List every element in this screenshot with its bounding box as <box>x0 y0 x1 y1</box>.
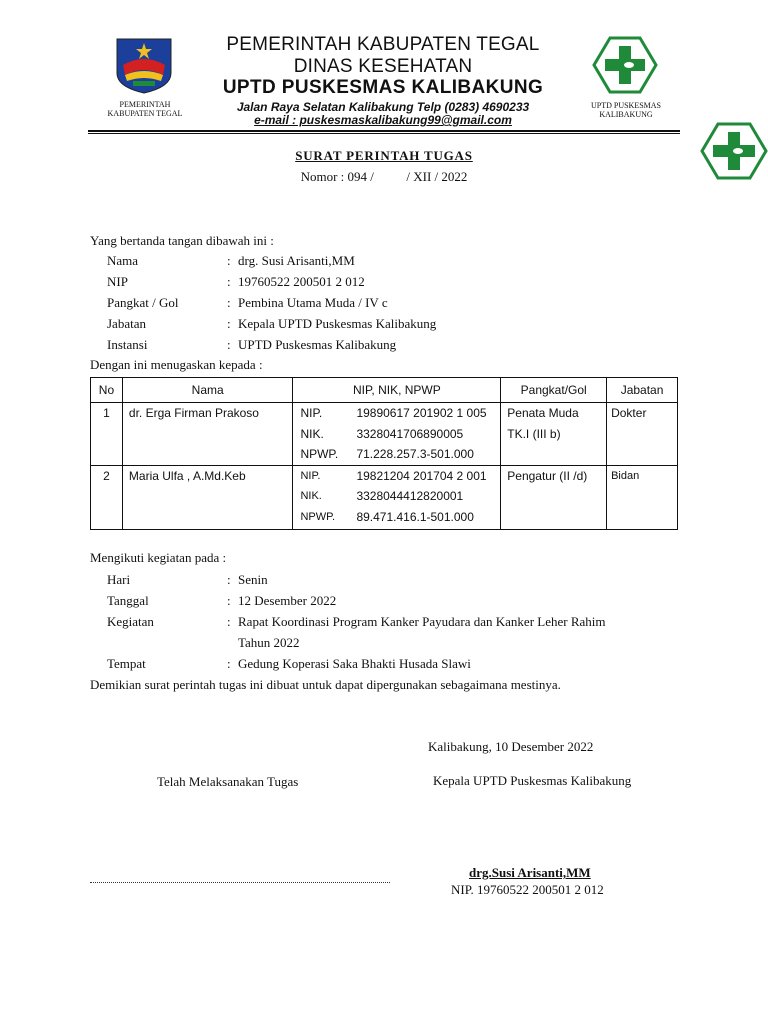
id-label-nip: NIP. <box>300 469 321 482</box>
activity-label-hari: Hari <box>107 572 131 587</box>
table-header-no: No <box>91 378 123 403</box>
row-pangkat <box>501 465 607 529</box>
row-no-text: 2 <box>103 468 110 483</box>
row-no <box>91 465 123 529</box>
right-logo-caption-line1: UPTD PUSKESMAS <box>590 101 662 110</box>
table-header-ids: NIP, NIK, NPWP <box>293 378 501 403</box>
id-label-nik: NIK. <box>300 490 322 502</box>
colon: : <box>227 614 231 629</box>
place-date: Kalibakung, 10 Desember 2022 <box>428 739 594 754</box>
id-value-npwp: 89.471.416.1-501.000 <box>356 509 474 524</box>
signer-label-jabatan: Jabatan <box>107 316 146 331</box>
letter-number-suffix: / XII / 2022 <box>406 169 468 184</box>
id-value-nik: 3328041706890005 <box>356 426 464 441</box>
activity-label-kegiatan: Kegiatan <box>107 614 154 629</box>
id-label-nip: NIP. <box>300 406 323 420</box>
tegal-regency-emblem <box>113 35 175 95</box>
signer-value-pangkat: Pembina Utama Muda / IV c <box>238 295 388 310</box>
colon: : <box>227 295 231 310</box>
id-value-npwp: 71.228.257.3-501.000 <box>356 447 474 461</box>
puskesmas-logo <box>592 36 658 94</box>
header-rule-thin <box>88 133 680 134</box>
left-logo-caption-line1: PEMERINTAH <box>119 100 171 109</box>
row-jabatan-text: Dokter <box>611 406 647 420</box>
puskesmas-logo-secondary <box>698 122 768 180</box>
activity-value-hari: Senin <box>238 572 268 587</box>
row-nama <box>122 465 293 529</box>
table-row <box>91 465 678 529</box>
row-jabatan-text: Bidan <box>611 469 640 482</box>
header-address: Jalan Raya Selatan Kalibakung Telp (0283) 4690233 <box>236 100 530 114</box>
signer-value-jabatan: Kepala UPTD Puskesmas Kalibakung <box>238 316 437 331</box>
signer-value-instansi: UPTD Puskesmas Kalibakung <box>238 337 397 352</box>
row-nama <box>122 403 293 466</box>
row-pangkat-line1: Pengatur (II /d) <box>507 468 588 483</box>
row-no <box>91 403 123 466</box>
signer-value-nip: 19760522 200501 2 012 <box>238 274 365 289</box>
colon: : <box>227 316 231 331</box>
closing-text: Demikian surat perintah tugas ini dibuat untuk dapat dipergunakan sebagaimana mestinya. <box>90 677 561 692</box>
header-line-uptd: UPTD PUSKESMAS KALIBAKUNG <box>222 77 544 98</box>
assignee-table <box>90 377 678 530</box>
header-line-regency: PEMERINTAH KABUPATEN TEGAL <box>226 34 540 55</box>
signer-label-nip: NIP <box>107 274 128 289</box>
table-row <box>91 403 678 466</box>
right-sign-title: Kepala UPTD Puskesmas Kalibakung <box>433 773 632 788</box>
row-jabatan <box>607 403 678 466</box>
left-logo-caption <box>86 100 204 118</box>
right-logo-caption-line2: KALIBAKUNG <box>599 110 653 119</box>
activity-value-kegiatan-line2: Tahun 2022 <box>238 635 300 650</box>
letter-title: SURAT PERINTAH TUGAS <box>295 148 473 163</box>
row-no-text: 1 <box>103 406 110 420</box>
signer-name: drg.Susi Arisanti,MM <box>469 865 591 880</box>
header-line-department: DINAS KESEHATAN <box>293 56 473 77</box>
activity-label-tanggal: Tanggal <box>107 593 149 608</box>
activity-value-kegiatan-line1: Rapat Koordinasi Program Kanker Payudara dan Kanker Leher Rahim <box>238 614 606 629</box>
colon: : <box>227 656 231 671</box>
id-label-npwp: NPWP. <box>300 510 336 523</box>
colon: : <box>227 253 231 268</box>
header-rule-thick <box>88 130 680 132</box>
letter-number-prefix: Nomor : 094 / <box>300 169 374 184</box>
id-label-nik: NIK. <box>300 426 324 441</box>
activity-value-tanggal: 12 Desember 2022 <box>238 593 337 608</box>
table-header-row <box>91 378 678 403</box>
activity-value-tempat: Gedung Koperasi Saka Bhakti Husada Slawi <box>238 656 471 671</box>
id-value-nip: 19890617 201902 1 005 <box>356 406 487 420</box>
signer-label-instansi: Instansi <box>107 337 148 352</box>
row-nama-text: dr. Erga Firman Prakoso <box>128 406 259 420</box>
signer-nip: NIP. 19760522 200501 2 012 <box>451 882 604 897</box>
row-jabatan <box>607 465 678 529</box>
left-logo-caption-line2: KABUPATEN TEGAL <box>107 109 183 118</box>
row-pangkat-line1: Penata Muda <box>507 406 579 420</box>
signer-value-nama: drg. Susi Arisanti,MM <box>238 253 355 268</box>
table-header-pangkat: Pangkat/Gol <box>501 378 607 403</box>
assign-intro: Dengan ini menugaskan kepada : <box>90 357 263 372</box>
signer-label-pangkat: Pangkat / Gol <box>107 295 179 310</box>
colon: : <box>227 274 231 289</box>
intro-text: Yang bertanda tangan dibawah ini : <box>90 233 274 248</box>
id-label-npwp: NPWP. <box>300 447 339 461</box>
row-pangkat <box>501 403 607 466</box>
colon: : <box>227 337 231 352</box>
left-signature-line <box>90 876 390 883</box>
table-header-jabatan: Jabatan <box>607 378 678 403</box>
id-value-nip: 19821204 201704 2 001 <box>356 468 487 483</box>
table-header-nama: Nama <box>122 378 293 403</box>
id-value-nik: 3328044412820001 <box>356 489 464 503</box>
activity-intro: Mengikuti kegiatan pada : <box>90 550 227 565</box>
activity-label-tempat: Tempat <box>107 656 146 671</box>
header-email[interactable]: e-mail : puskesmaskalibakung99@gmail.com <box>254 113 512 127</box>
row-ids <box>293 465 501 529</box>
left-sign-title: Telah Melaksanakan Tugas <box>157 774 299 789</box>
letter-number <box>88 169 680 185</box>
colon: : <box>227 593 231 608</box>
row-nama-text: Maria Ulfa , A.Md.Keb <box>128 468 246 483</box>
right-logo-caption <box>572 101 680 119</box>
row-ids <box>293 403 501 466</box>
colon: : <box>227 572 231 587</box>
row-pangkat-line2: TK.I (III b) <box>507 426 561 441</box>
signer-label-nama: Nama <box>107 253 139 268</box>
